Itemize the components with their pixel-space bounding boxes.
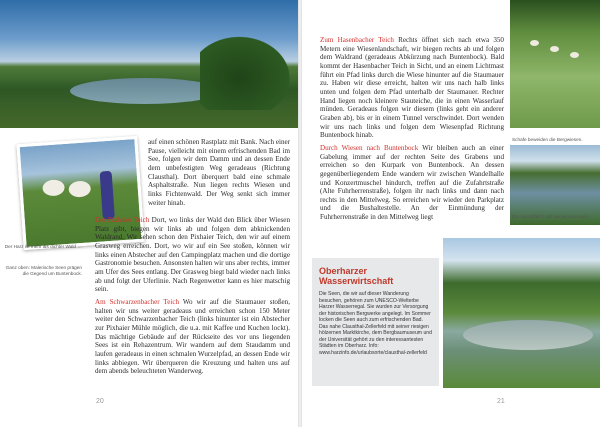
right-sections: [320, 36, 504, 222]
schw-text: Wo wir auf die Staumauer stoßen, halten wir uns weiter geradeaus und erreichen schon 150 Meter weiter den Schwarzenbacher Teich (links hinunter ist ein Abstecher zur Pixhaier Mühle möglich, die u.a. mit Kaffee und Kuchen lockt). Das mächtige Gebäude auf der Rückseite des vor uns liegenden Sees ist ein Rehazentrum. Wir wandern auf dem Staudamm und laufen geradeaus in einen schmalen Wurzelpfad, an dessen Ende wir links abbiegen. Wir überqueren die Kreuzung und halten uns auf dem abends beleuchteten Wanderweg.: [95, 297, 290, 376]
sheep-1: [42, 179, 65, 196]
pix-heading: Der Pixhaier Teich: [95, 216, 150, 224]
wiesen-heading: Durch Wiesen nach Buntenbock: [320, 143, 419, 152]
hasen-heading: Zum Hasenbacher Teich: [320, 36, 394, 44]
info-box: [312, 258, 439, 386]
info-box-title: Oberharzer Wasserwirtschaft: [319, 266, 394, 286]
left-sections: [95, 216, 290, 376]
water-lilies-lake: [463, 320, 593, 350]
schw-paragraph: [95, 298, 290, 376]
hiker-figure: [100, 171, 115, 220]
caption-forest: Der Harz ist mehr als dichter Wald …: [4, 244, 82, 249]
sheep-2: [68, 180, 91, 197]
caption-sumpf: Der Sumpfteich mit seinen Seerosen: [512, 214, 589, 219]
pond-photo: [510, 145, 600, 225]
intro-paragraph: auf einen schönen Rastplatz mit Bank. Nach einer Pause, vielleicht mit einem erfrischenden Bad im See, folgen wir dem Damm und an dessen Ende dem unbefestigten Weg geradeaus (Richtung Clausthal). Dort überquert bald eine schmale Asphaltstraße. Nun liegen rechts Wiesen und links Fichtenwald. Der Weg senkt sich immer weiter hinab.: [148, 138, 290, 207]
hasen-paragraph: [320, 36, 504, 140]
left-intro-text: [148, 138, 290, 207]
schw-heading: Am Schwarzenbacher Teich: [95, 297, 180, 306]
caption-sheep: Schafe beweiden die Bergwiesen.: [512, 137, 583, 142]
meadow-sheep-3: [570, 52, 579, 58]
tree-cluster: [200, 30, 298, 110]
lake-landscape-photo: [0, 0, 298, 128]
page-number-right: 21: [497, 398, 505, 405]
sumpfteich-photo: [443, 238, 600, 388]
wiesen-paragraph: [320, 144, 504, 222]
lake-shape: [70, 78, 220, 104]
wiesen-text: Wir bleiben auch an einer Gabelung immer auf der rechten Seite des Grabens und erreichen so den Kurpark von Buntenbock. An dessen gegenüberliegendem Ende wandern wir zwischen Wandelhalle und Konzertmuschel hindurch, treffen auf die Zufahrtstraße (Alte Fuhrherrenstraße), folgen ihr nach links und dann nach rechts in den Mittelweg. So erreichen wir wieder den Parkplatz und die Bushaltestelle. An der Einmündung der Fuhrherrenstraße in den Mittelweg liegt: [320, 143, 504, 222]
pix-text: Dort, wo links der Wald den Blick über Wiesen Platz gibt, biegen wir links ab und folgen dem abknickenden Waldrand. Wir sehen schon den Pixhaier Teich, den wir auf einem Grasweg erreichen. Dort, wo wir auf ein See stoßen, können wir links einen Abstecher auf den Campingplatz machen und die dortige Gastronomie besuchen. Ansonsten halten wir uns aber rechts, immer am Ufer des Sees entlang. Der Grasweg biegt bald wieder nach links ab und folgt der Uferlinie. Nach Regenwetter kann es hier matschig sein.: [95, 216, 291, 294]
meadow-sheep-1: [530, 40, 539, 46]
info-box-body: Die Seen, die wir auf dieser Wanderung besuchen, gehören zum UNESCO-Welterbe Harzer Wasserregal. Sie wurden zur Versorgung der historischen Bergwerke angelegt. Im Sommer locken die Seen auch zum erfrischenden Bad. Das nahe Clausthal-Zellerfeld mit seiner riesigen hölzernen Marktkirche, dem Bergbaumuseum und der Universität gehört zu den interessantesten Städten im Oberharz. Info: www.harzinfo.de/urlaubsorte/clausthal-zellerfeld: [319, 291, 432, 356]
hasen-text: Rechts öffnet sich nach etwa 350 Metern eine Wiesenlandschaft, wir biegen rechts ab und folgen dem Waldrand (geradeaus Abkürzung nach Buntenbock). Bald kommt der Hasenbacher Teich in Sicht, und an einem Lichtmast führt ein Pfad links durch die Wiese hinunter auf die Staumauer zu. Haben wir diese erreicht, halten wir uns nach halb links unten und folgen dem Pfad unterhalb der Staumauer. Rechter Hand liegen noch kleinere Stauteiche, die in einen Wasserlauf münden. Geradeaus folgen wir diesem (links geht ein anderer Graben ab), bis er in einem Tunnel verschwindet. Dort wenden wir uns nach links und folgen dem Wiesenpfad Richtung Buntenbock hinab.: [320, 36, 504, 140]
pix-paragraph: [95, 216, 290, 294]
caption-lakes: Ganz oben: Malerische Seen prägen die Gegend um Buntenbock.: [5, 265, 82, 276]
page-number-left: 20: [96, 398, 104, 405]
meadow-sheep-2: [550, 46, 559, 52]
sheep-meadow-photo: [510, 0, 600, 128]
